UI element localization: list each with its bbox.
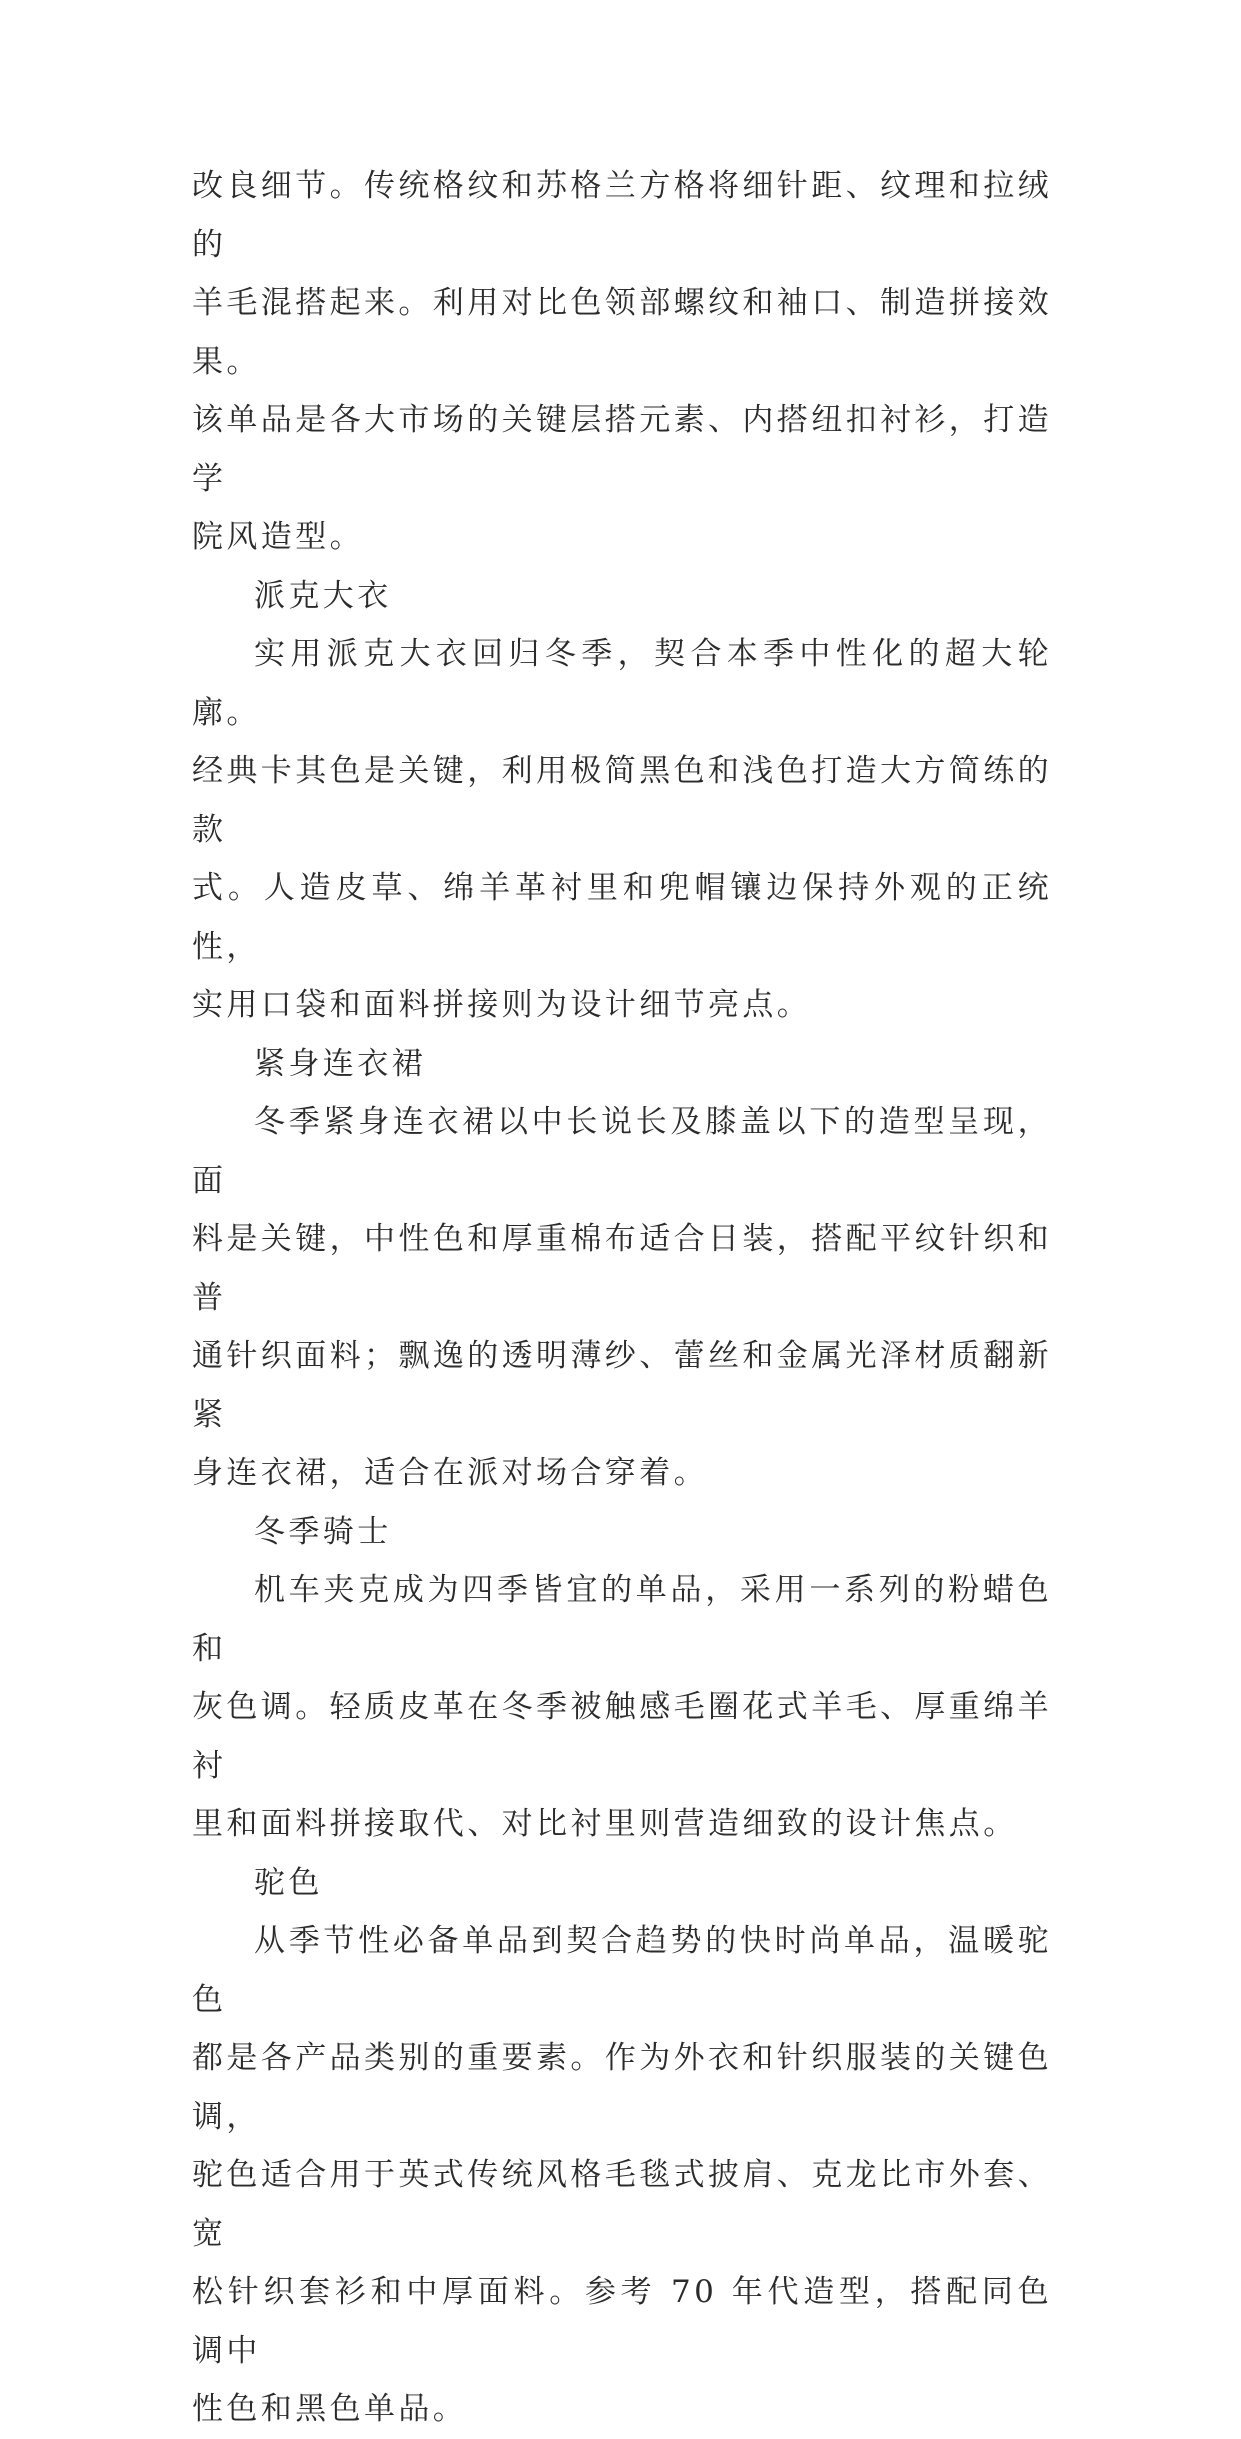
paragraph-continued-collegiate: 改良细节。传统格纹和苏格兰方格将细针距、纹理和拉绒的 羊毛混搭起来。利用对比色领部螺纹和袖口、制造拼接效果。 该单品是各大市场的关键层搭元素、内搭纽扣衬衫，打造学 院风造型。: [192, 168, 1052, 555]
paragraph-winter-biker: 机车夹克成为四季皆宜的单品，采用一系列的粉蜡色和 灰色调。轻质皮革在冬季被触感毛圈花式羊毛、厚重绵羊衬 里和面料拼接取代、对比衬里则营造细致的设计焦点。: [192, 1572, 1052, 1842]
paragraph-bodycon-dress: 冬季紧身连衣裙以中长说长及膝盖以下的造型呈现，面 料是关键，中性色和厚重棉布适合日装，搭配平纹针织和普 通针织面料；飘逸的透明薄纱、蕾丝和金属光泽材质翻新紧 身连衣裙，适合在派对场合穿着。: [192, 1104, 1052, 1491]
paragraph-camel: 从季节性必备单品到契合趋势的快时尚单品，温暖驼色 都是各产品类别的重要素。作为外衣和针织服装的关键色调， 驼色适合用于英式传统风格毛毯式披肩、克龙比市外套、宽 松针织套衫和中厚面料。参考 70 年代造型，搭配同色调中 性色和黑色单品。: [192, 1923, 1052, 2427]
paragraph-parka: 实用派克大衣回归冬季，契合本季中性化的超大轮廓。 经典卡其色是关键，利用极简黑色和浅色打造大方简练的款 式。人造皮草、绵羊革衬里和兜帽镶边保持外观的正统性， 实用口袋和面料拼接则为设计细节亮点。: [192, 636, 1052, 1023]
section-heading-winter-biker: 冬季骑士: [254, 1513, 392, 1550]
document-body: [192, 157, 1052, 2439]
section-heading-bodycon-dress: 紧身连衣裙: [254, 1045, 426, 1082]
section-heading-parka: 派克大衣: [254, 577, 392, 614]
section-heading-camel: 驼色: [254, 1864, 323, 1901]
